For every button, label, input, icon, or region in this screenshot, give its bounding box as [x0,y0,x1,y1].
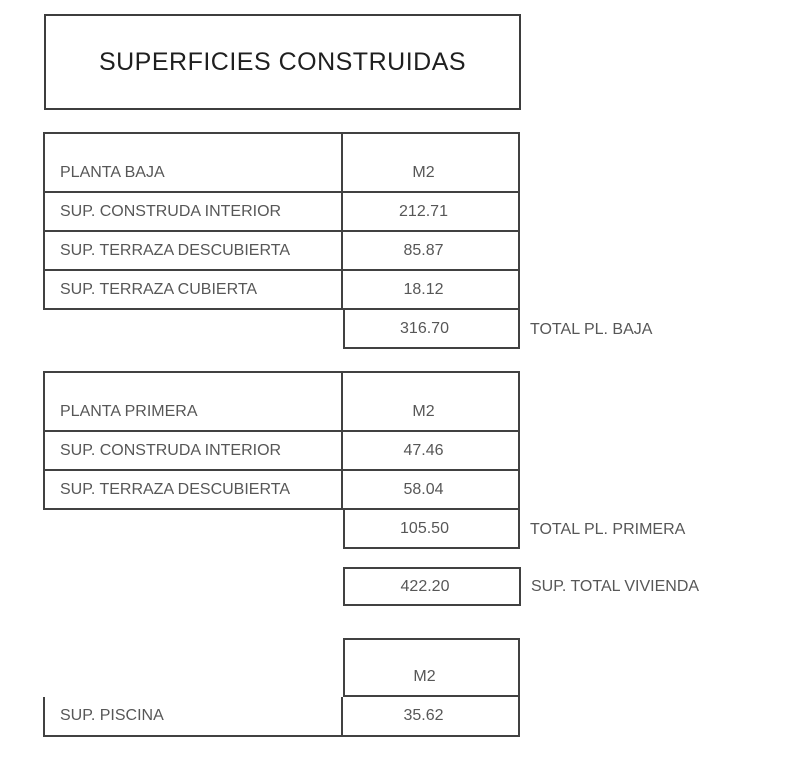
spacer [43,310,343,349]
row-value: 212.71 [343,193,520,232]
planta-baja-header: PLANTA BAJA [43,132,343,193]
unit-header: M2 [343,132,520,193]
total-value: 105.50 [343,510,520,549]
vivienda-total [343,567,699,606]
table-row [43,432,743,471]
table-row [43,697,743,737]
row-value: 47.46 [343,432,520,471]
unit-header: M2 [343,638,520,697]
table-header-row [43,638,743,697]
row-value: 35.62 [343,697,520,737]
table-total-row [43,510,743,549]
table-piscina [43,638,743,737]
table-total-row [43,310,743,349]
table-row [43,193,743,232]
total-label: TOTAL PL. PRIMERA [530,520,686,538]
vivienda-total-label: SUP. TOTAL VIVIENDA [531,577,700,595]
total-label: TOTAL PL. BAJA [530,320,653,338]
planta-primera-header: PLANTA PRIMERA [43,371,343,432]
row-label: SUP. PISCINA [43,697,343,737]
table-planta-baja [43,132,743,349]
row-label: SUP. TERRAZA DESCUBIERTA [43,471,343,510]
row-value: 58.04 [343,471,520,510]
row-value: 85.87 [343,232,520,271]
table-header-row [43,371,743,432]
row-label: SUP. CONSTRUDA INTERIOR [43,193,343,232]
vivienda-total-value: 422.20 [343,567,521,606]
table-planta-primera [43,371,743,549]
table-row [43,271,743,310]
row-value: 18.12 [343,271,520,310]
title-box [44,14,521,110]
page-title: SUPERFICIES CONSTRUIDAS [98,47,467,76]
table-header-row [43,132,743,193]
row-label: SUP. TERRAZA DESCUBIERTA [43,232,343,271]
table-row [43,471,743,510]
spacer [43,510,343,549]
table-row [43,232,743,271]
total-value: 316.70 [343,310,520,349]
unit-header: M2 [343,371,520,432]
row-label: SUP. CONSTRUDA INTERIOR [43,432,343,471]
row-label: SUP. TERRAZA CUBIERTA [43,271,343,310]
spacer [43,638,343,697]
